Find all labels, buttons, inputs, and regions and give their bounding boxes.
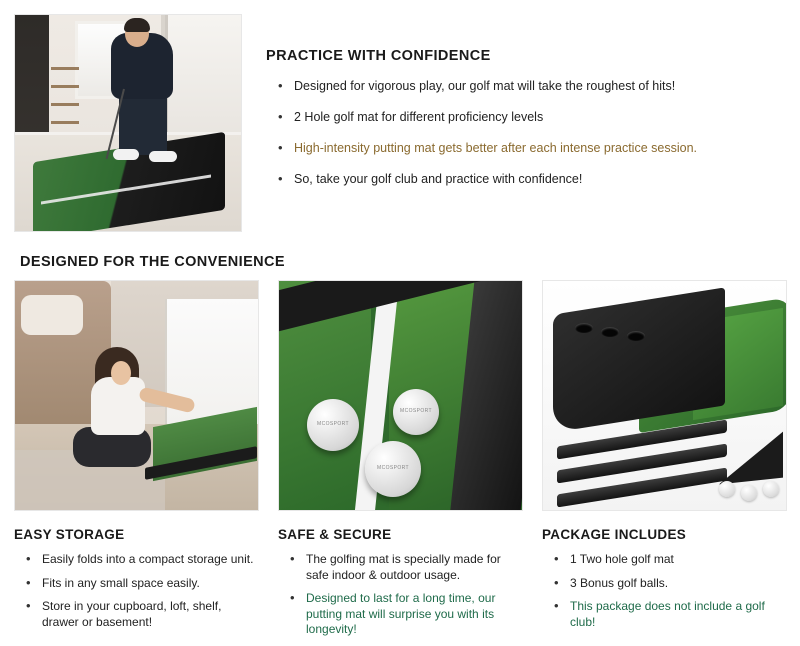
mat-hole [575, 323, 593, 333]
golf-ball [393, 389, 439, 435]
practice-section [14, 14, 786, 232]
woman-torso-shape [91, 377, 145, 435]
person-legs-shape [119, 93, 167, 155]
man-putting-in-hallway-photo [14, 14, 242, 232]
mat-hole [627, 331, 645, 341]
list-item: • 1 Two hole golf mat [560, 552, 785, 568]
golf-ball-brand-label: MCOSPORT [400, 408, 432, 414]
list-item: • This package does not include a golf club! [560, 599, 785, 630]
mat-ramp-shape [719, 432, 783, 485]
practice-bullet-list [266, 78, 786, 188]
list-item: • Designed to last for a long time, our putting mat will surprise you with its longevity! [296, 591, 521, 638]
list-item: • So, take your golf club and practice with confidence! [284, 171, 786, 188]
list-item: • 3 Bonus golf balls. [560, 576, 785, 592]
safe-secure-heading: SAFE & SECURE [278, 527, 392, 542]
package-includes-bullet-list [542, 552, 785, 630]
column-package-includes [542, 280, 785, 646]
person-shoe-left-shape [113, 149, 139, 160]
convenience-heading: DESIGNED FOR THE CONVENIENCE [20, 254, 285, 270]
list-item: • Easily folds into a compact storage unit. [32, 552, 257, 568]
golf-ball [719, 481, 735, 497]
list-item: • Store in your cupboard, loft, shelf, drawer or basement! [32, 599, 257, 630]
golf-ball-brand-label: MCOSPORT [317, 421, 349, 427]
person-hair-shape [124, 18, 150, 32]
golf-ball-brand-label: MCOSPORT [377, 465, 409, 471]
list-item: • Fits in any small space easily. [32, 576, 257, 592]
practice-text-block [266, 14, 786, 202]
closeup-mat-with-golf-balls-photo [278, 280, 523, 511]
practice-heading: PRACTICE WITH CONFIDENCE [266, 48, 491, 64]
golf-ball [741, 485, 757, 501]
pillow-shape [21, 295, 83, 335]
list-item: • The golfing mat is specially made for safe indoor & outdoor usage. [296, 552, 521, 583]
woman-face-shape [111, 361, 131, 385]
list-item: • Designed for vigorous play, our golf mat will take the roughest of hits! [284, 78, 786, 95]
woman-storing-mat-photo [14, 280, 259, 511]
golf-ball [365, 441, 421, 497]
golf-ball [763, 481, 779, 497]
golf-ball [307, 399, 359, 451]
person-shoe-right-shape [149, 151, 177, 162]
mat-hole [601, 327, 619, 337]
list-item: • High-intensity putting mat gets better after each intense practice session. [284, 140, 786, 157]
easy-storage-heading: EASY STORAGE [14, 527, 125, 542]
list-item: • 2 Hole golf mat for different proficiency levels [284, 109, 786, 126]
features-columns [14, 280, 786, 646]
package-contents-photo [542, 280, 787, 511]
safe-secure-bullet-list [278, 552, 521, 638]
column-easy-storage [14, 280, 257, 646]
package-includes-heading: PACKAGE INCLUDES [542, 527, 687, 542]
column-safe-secure [278, 280, 521, 646]
easy-storage-bullet-list [14, 552, 257, 630]
